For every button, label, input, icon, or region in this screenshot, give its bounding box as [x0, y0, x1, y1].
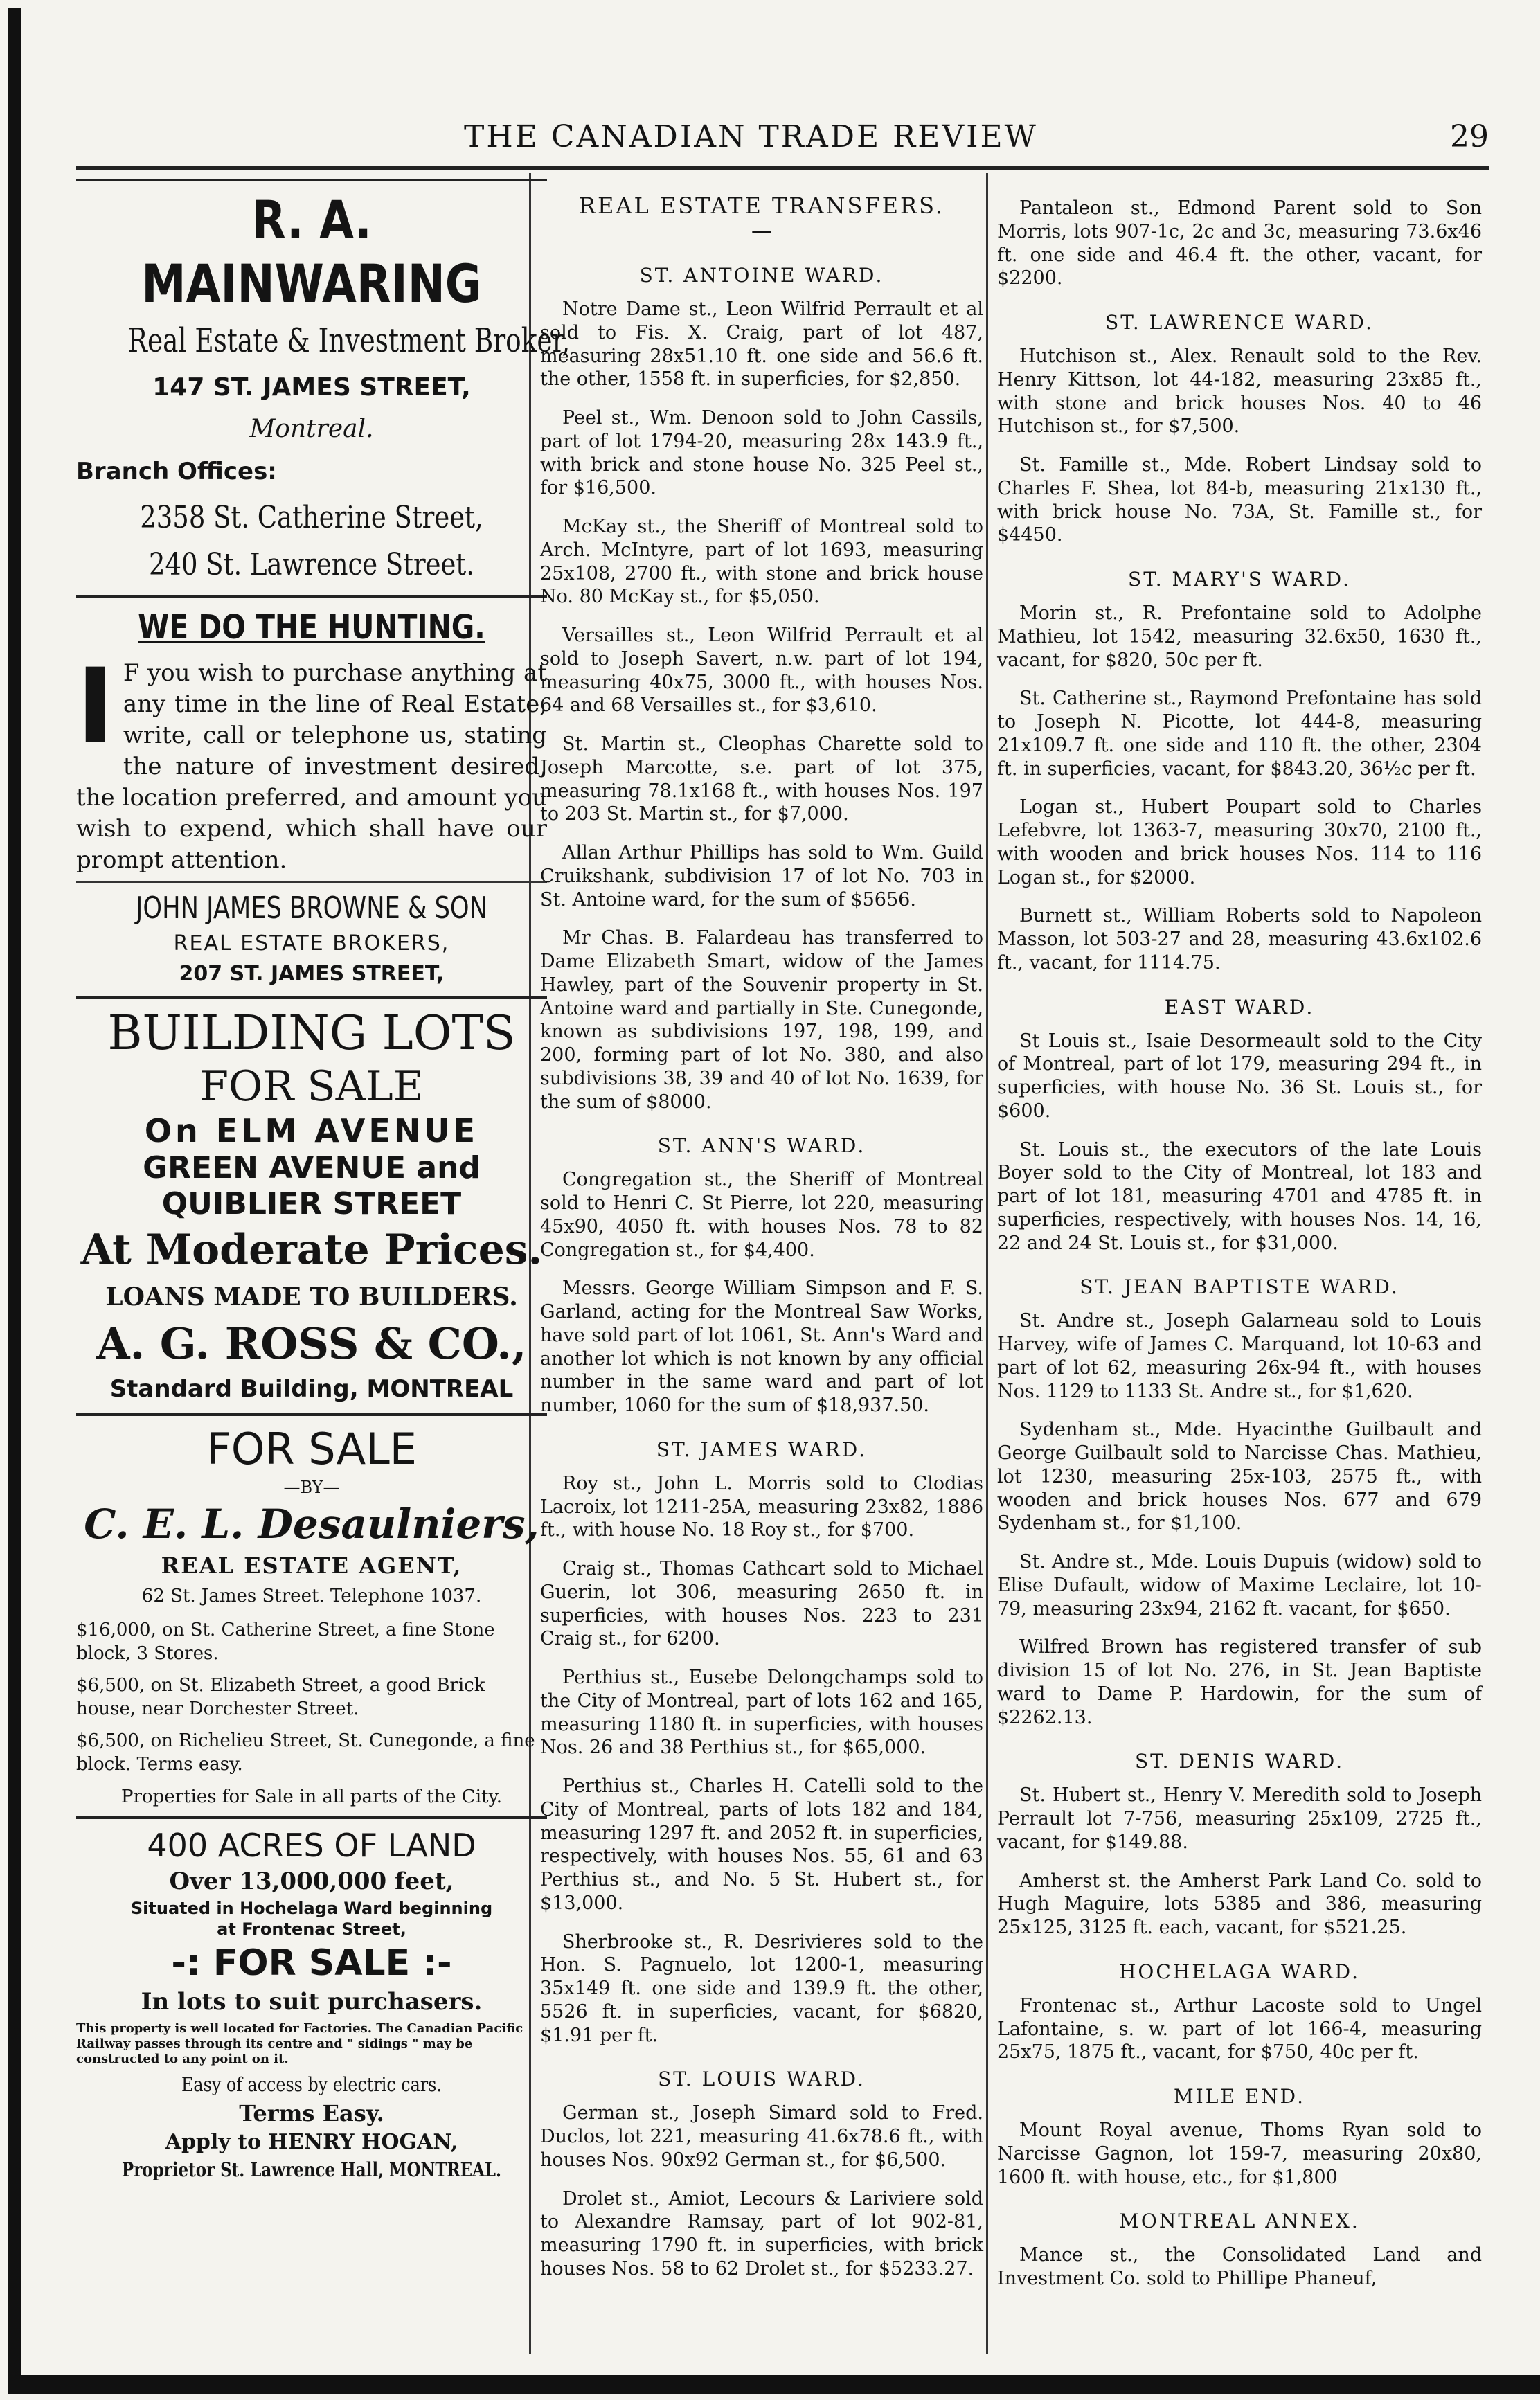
- drop-cap: I: [76, 647, 115, 767]
- page-left-border: [8, 8, 21, 2376]
- ward-heading: MILE END.: [1174, 2085, 1305, 2108]
- ward-heading: EAST WARD.: [1164, 995, 1315, 1019]
- ward-heading: ST. JAMES WARD.: [656, 1438, 868, 1461]
- ad-address: Standard Building, MONTREAL: [109, 1375, 514, 1403]
- ward-heading: ST. ANN'S WARD.: [657, 1134, 866, 1158]
- transfer-entry: Versailles st., Leon Wilfrid Perrault et al sold to Joseph Savert, n.w. part of lot 194, measuring 40x75, 3000 ft., with houses Nos. 64 and 68 Versailles st., for $3,610.: [540, 625, 983, 717]
- ad-line: On ELM AVENUE: [144, 1112, 479, 1149]
- transfer-entry: Notre Dame st., Leon Wilfrid Perrault et al sold to Fis. X. Craig, part of lot 487, measuring 28x51.10 ft. one side and 56.6 ft. the other, 1558 ft. in superficies, for $2,850.: [540, 298, 983, 391]
- ad-access: Easy of access by electric cars.: [181, 2073, 442, 2096]
- ad-note: This property is well located for Factories. The Canadian Pacific Railway passes through its centre and " sidings " may be constructed to any point on it.: [76, 2021, 523, 2066]
- transfer-entry: St. Hubert st., Henry V. Meredith sold to Joseph Perrault lot 7-756, measuring 25x109, 2725 ft., vacant, for $149.88.: [997, 1784, 1482, 1853]
- ad-name: R. A. MAINWARING: [141, 189, 482, 314]
- rule: [76, 1413, 547, 1416]
- ad-address: 147 ST. JAMES STREET,: [152, 373, 471, 402]
- ad-browne: [76, 605, 547, 989]
- transfer-entry: German st., Joseph Simard sold to Fred. Duclos, lot 221, measuring 41.6x78.6 ft., with houses Nos. 90x92 German st., for $6,500.: [540, 2102, 983, 2171]
- ward-heading: ST. LOUIS WARD.: [658, 2068, 866, 2091]
- ad-name: C. E. L. Desaulniers,: [84, 1501, 539, 1548]
- ad-body: F you wish to purchase anything at any time in the line of Real Estate, write, call or telephone us, stating the nature of investment desired, the location preferred, and amount you wish to expend, which shall have our prompt attention.: [76, 659, 547, 874]
- transfer-entry: St. Martin st., Cleophas Charette sold to Joseph Marcotte, s.e. part of lot 375, measuring 78.1x168 ft., with houses Nos. 197 to 203 St. Martin st., for $7,000.: [540, 733, 983, 825]
- transfer-entry: Burnett st., William Roberts sold to Napoleon Masson, lot 503-27 and 28, measuring 43.6x102.6 ft., vacant, for 1114.75.: [997, 905, 1482, 974]
- page-number: 29: [1450, 119, 1489, 154]
- ad-mainwaring: [76, 188, 571, 589]
- rule: [76, 996, 547, 999]
- transfers-column-middle: [540, 179, 983, 2296]
- transfer-entry: Perthius st., Eusebe Delongchamps sold to the City of Montreal, part of lots 162 and 165, measuring 1180 ft. in superficies, with houses Nos. 26 and 38 Perthius st., for $65,000.: [540, 1667, 983, 1759]
- transfer-entry: Perthius st., Charles H. Catelli sold to the City of Montreal, parts of lots 182 and 184, measuring 1297 ft. and 2052 ft. in superficies, respectively, with houses Nos. 55, 61 and 63 Perthius st., and No. 5 St. Hubert st., for $13,000.: [540, 1775, 983, 1914]
- transfer-entry: Messrs. George William Simpson and F. S. Garland, acting for the Montreal Saw Works, have sold part of lot 1061, St. Ann's Ward and another lot which is not known by any official number in the same ward and part of lot number, 1060 for the sum of $18,937.50.: [540, 1278, 983, 1416]
- ad-item: $16,000, on St. Catherine Street, a fine Stone block, 3 Stores.: [76, 1620, 495, 1664]
- ad-line: At Moderate Prices.: [80, 1226, 543, 1274]
- transfer-entry: Mount Royal avenue, Thoms Ryan sold to Narcisse Gagnon, lot 159-7, measuring 20x80, 1600 ft. with house, etc., for $1,800: [997, 2120, 1482, 2188]
- ad-line: QUIBLIER STREET: [161, 1186, 462, 1221]
- ad-address: 62 St. James Street. Telephone 1037.: [141, 1586, 482, 1606]
- transfer-entry: Drolet st., Amiot, Lecours & Lariviere sold to Alexandre Ramsay, part of lot 902-81, measuring 1790 ft. in superficies, with brick houses Nos. 58 to 62 Drolet st., for $5233.27.: [540, 2187, 983, 2280]
- ad-role: REAL ESTATE BROKERS,: [173, 931, 450, 956]
- transfer-entry: Logan st., Hubert Poupart sold to Charles Lefebvre, lot 1363-7, measuring 30x70, 2100 ft., with wooden and brick houses Nos. 114 to 116 Logan st., for $2000.: [997, 796, 1482, 888]
- ad-item: Properties for Sale in all parts of the City.: [121, 1786, 502, 1807]
- ad-desaulniers: [76, 1423, 547, 1809]
- transfer-entry: Sydenham st., Mde. Hyacinthe Guilbault and George Guilbault sold to Narcisse Chas. Mathieu, lot 1230, measuring 25x-103, 2575 ft., with wooden and brick houses Nos. 677 and 679 Sydenham st., for $1,100.: [997, 1419, 1482, 1534]
- ad-line: GREEN AVENUE and: [143, 1150, 481, 1185]
- transfer-entry: Mr Chas. B. Falardeau has transferred to Dame Elizabeth Smart, widow of the James Hawley, part of the Souvenir property in St. Antoine ward and partially in Ste. Cunegonde, known as subdivisions 197, 198, 199, and 200, forming part of lot No. 380, and also subdivisions 38, 39 and 40 of lot No. 1639, for the sum of $8000.: [540, 927, 983, 1113]
- transfer-entry: St. Louis st., the executors of the late Louis Boyer sold to the City of Montreal, lot 183 and part of lot 181, measuring 4701 and 4785 ft. in superficies, respectively, with houses Nos. 14, 16, 22 and 24 St. Louis st., for $31,000.: [997, 1138, 1482, 1254]
- transfer-entry: St. Andre st., Joseph Galarneau sold to Louis Harvey, wife of James C. Marquand, lot 10-63 and part of lot 62, measuring 26x-94 ft., with houses Nos. 1129 to 1133 St. Andre st., for $1,620.: [997, 1310, 1482, 1402]
- transfer-entry: Mance st., the Consolidated Land and Investment Co. sold to Phillipe Phaneuf,: [997, 2244, 1482, 2289]
- ad-by: —BY—: [283, 1478, 340, 1497]
- journal-title: THE CANADIAN TRADE REVIEW: [464, 119, 1038, 154]
- ad-line: BUILDING LOTS: [107, 1006, 516, 1061]
- ward-heading: HOCHELAGA WARD.: [1119, 1960, 1360, 1983]
- ad-item: $6,500, on Richelieu Street, St. Cunegonde, a fine block. Terms easy.: [76, 1730, 535, 1775]
- transfer-entry: Congregation st., the Sheriff of Montreal sold to Henri C. St Pierre, lot 220, measuring 45x90, 4050 ft. with houses Nos. 78 to 82 Congregation st., for $4,400.: [540, 1169, 983, 1261]
- page-header: [76, 119, 1489, 168]
- transfer-entry: McKay st., the Sheriff of Montreal sold to Arch. McIntyre, part of lot 1693, measuring 25x108, 2700 ft., with stone and brick house No. 80 McKay st., for $5,050.: [540, 516, 983, 608]
- column-divider-2: [986, 173, 988, 2354]
- ad-tagline: Real Estate & Investment Broker,: [127, 321, 571, 360]
- ad-headline: 400 ACRES OF LAND: [147, 1827, 476, 1864]
- ad-city: Montreal.: [249, 415, 374, 443]
- transfer-entry: Hutchison st., Alex. Renault sold to the Rev. Henry Kittson, lot 44-182, measuring 23x85 ft., with stone and brick houses Nos. 40 to 46 Hutchison st., for $7,500.: [997, 346, 1482, 438]
- ad-hogan: [76, 1826, 547, 2183]
- ad-address: 207 ST. JAMES STREET,: [179, 962, 445, 986]
- rule: [76, 595, 547, 598]
- transfer-entry: Pantaleon st., Edmond Parent sold to Son Morris, lots 907-1c, 2c and 3c, measuring 73.6x46 ft. one side and 46.4 ft. the other, vacant, for $2200.: [997, 197, 1482, 289]
- ad-forsale: -: FOR SALE :-: [171, 1942, 452, 1984]
- transfer-entry: Amherst st. the Amherst Park Land Co. sold to Hugh Maguire, lots 5385 and 386, measuring 25x125, 3125 ft. each, vacant, for $521.25.: [997, 1870, 1482, 1938]
- transfer-entry: St. Famille st., Mde. Robert Lindsay sold to Charles F. Shea, lot 84-b, measuring 21x130 ft., with brick house No. 73A, St. Famille st., for $4450.: [997, 454, 1482, 546]
- ad-location: Situated in Hochelaga Ward beginning: [130, 1899, 493, 1918]
- transfer-entry: Craig st., Thomas Cathcart sold to Michael Guerin, lot 306, measuring 2650 ft. in superficies, with houses Nos. 223 to 231 Craig st., for 6200.: [540, 1558, 983, 1650]
- mid-sections: [540, 264, 983, 2281]
- ad-branch-1: 2358 St. Catherine Street,: [140, 500, 483, 535]
- rule: [76, 881, 547, 883]
- right-sections: [997, 311, 1482, 2291]
- ad-name: JOHN JAMES BROWNE & SON: [136, 890, 487, 926]
- ad-lots: In lots to suit purchasers.: [141, 1988, 483, 2016]
- column-heading: REAL ESTATE TRANSFERS.: [578, 192, 945, 219]
- ward-heading: MONTREAL ANNEX.: [1119, 2210, 1360, 2233]
- transfer-entry: Sherbrooke st., R. Desrivieres sold to the Hon. S. Pagnuelo, lot 1200-1, measuring 35x149 ft. one side and 139.9 ft. the other, 5526 ft. in superficies, vacant, for $6820, $1.91 per ft.: [540, 1931, 983, 2046]
- heading-divider: —: [751, 219, 772, 243]
- ad-headline: WE DO THE HUNTING.: [138, 608, 485, 647]
- transfer-entry: St Louis st., Isaie Desormeault sold to the City of Montreal, part of lot 179, measuring 294 ft., in superficies, with house No. 36 St. Louis st., for $600.: [997, 1030, 1482, 1122]
- rule: [76, 179, 547, 181]
- transfer-entry: St. Catherine st., Raymond Prefontaine has sold to Joseph N. Picotte, lot 444-8, measuring 21x109.7 ft. one side and 110 ft. the other, 2304 ft. in superficies, vacant, for $843.20, 36½c per ft.: [997, 688, 1482, 780]
- transfer-entry: Peel st., Wm. Denoon sold to John Cassils, part of lot 1794-20, measuring 28x 143.9 ft., with brick and stone house No. 325 Peel st., for $16,500.: [540, 407, 983, 499]
- ad-role: REAL ESTATE AGENT,: [161, 1552, 463, 1579]
- ad-sub: Over 13,000,000 feet,: [169, 1868, 454, 1895]
- transfer-entry: Wilfred Brown has registered transfer of sub division 15 of lot No. 276, in St. Jean Baptiste ward to Dame P. Hardowin, for the sum of $2262.13.: [997, 1636, 1482, 1728]
- transfer-entry: St. Andre st., Mde. Louis Dupuis (widow) sold to Elise Dufault, widow of Maxime Leclaire, lot 10-79, measuring 23x94, 2162 ft. vacant, for $650.: [997, 1551, 1482, 1620]
- ad-apply: Apply to HENRY HOGAN,: [165, 2130, 458, 2154]
- page-bottom-border: [8, 2375, 1540, 2394]
- ward-heading: ST. ANTOINE WARD.: [639, 264, 884, 287]
- ad-line: FOR SALE: [199, 1062, 424, 1111]
- ward-heading: ST. MARY'S WARD.: [1128, 568, 1351, 591]
- ad-name: A. G. ROSS & CO.,: [96, 1318, 527, 1369]
- transfer-entry: Allan Arthur Phillips has sold to Wm. Guild Cruikshank, subdivision 17 of lot No. 703 in St. Antoine ward, for the sum of $5656.: [540, 842, 983, 911]
- transfers-column-right: [997, 179, 1482, 2306]
- header-rule: [76, 166, 1489, 170]
- ad-proprietor: Proprietor St. Lawrence Hall, MONTREAL.: [121, 2158, 502, 2181]
- ad-headline: FOR SALE: [206, 1424, 417, 1474]
- ad-terms: Terms Easy.: [239, 2100, 384, 2126]
- ad-branch-2: 240 St. Lawrence Street.: [148, 547, 475, 582]
- ad-item: $6,500, on St. Elizabeth Street, a good Brick house, near Dorchester Street.: [76, 1675, 485, 1719]
- ad-branch-label: Branch Offices:: [76, 458, 277, 485]
- ward-heading: ST. LAWRENCE WARD.: [1105, 311, 1374, 334]
- ad-ross: [76, 1006, 547, 1406]
- transfer-entry: Roy st., John L. Morris sold to Clodias Lacroix, lot 1211-25A, measuring 23x82, 1886 ft., with house No. 18 Roy st., for $700.: [540, 1472, 983, 1541]
- ward-heading: ST. JEAN BAPTISTE WARD.: [1080, 1275, 1399, 1299]
- ad-line: LOANS MADE TO BUILDERS.: [105, 1282, 518, 1311]
- ward-heading: ST. DENIS WARD.: [1134, 1750, 1345, 1773]
- rule: [76, 1816, 547, 1819]
- ad-location: at Frontenac Street,: [217, 1919, 406, 1939]
- transfer-entry: Morin st., R. Prefontaine sold to Adolphe Mathieu, lot 1542, measuring 32.6x50, 1630 ft., vacant, for $820, 50c per ft.: [997, 602, 1482, 671]
- transfer-entry: Frontenac st., Arthur Lacoste sold to Ungel Lafontaine, s. w. part of lot 166-4, measuring 25x75, 1875 ft., vacant, for $750, 40c per ft.: [997, 1994, 1482, 2063]
- advertisements-column: [76, 179, 571, 2183]
